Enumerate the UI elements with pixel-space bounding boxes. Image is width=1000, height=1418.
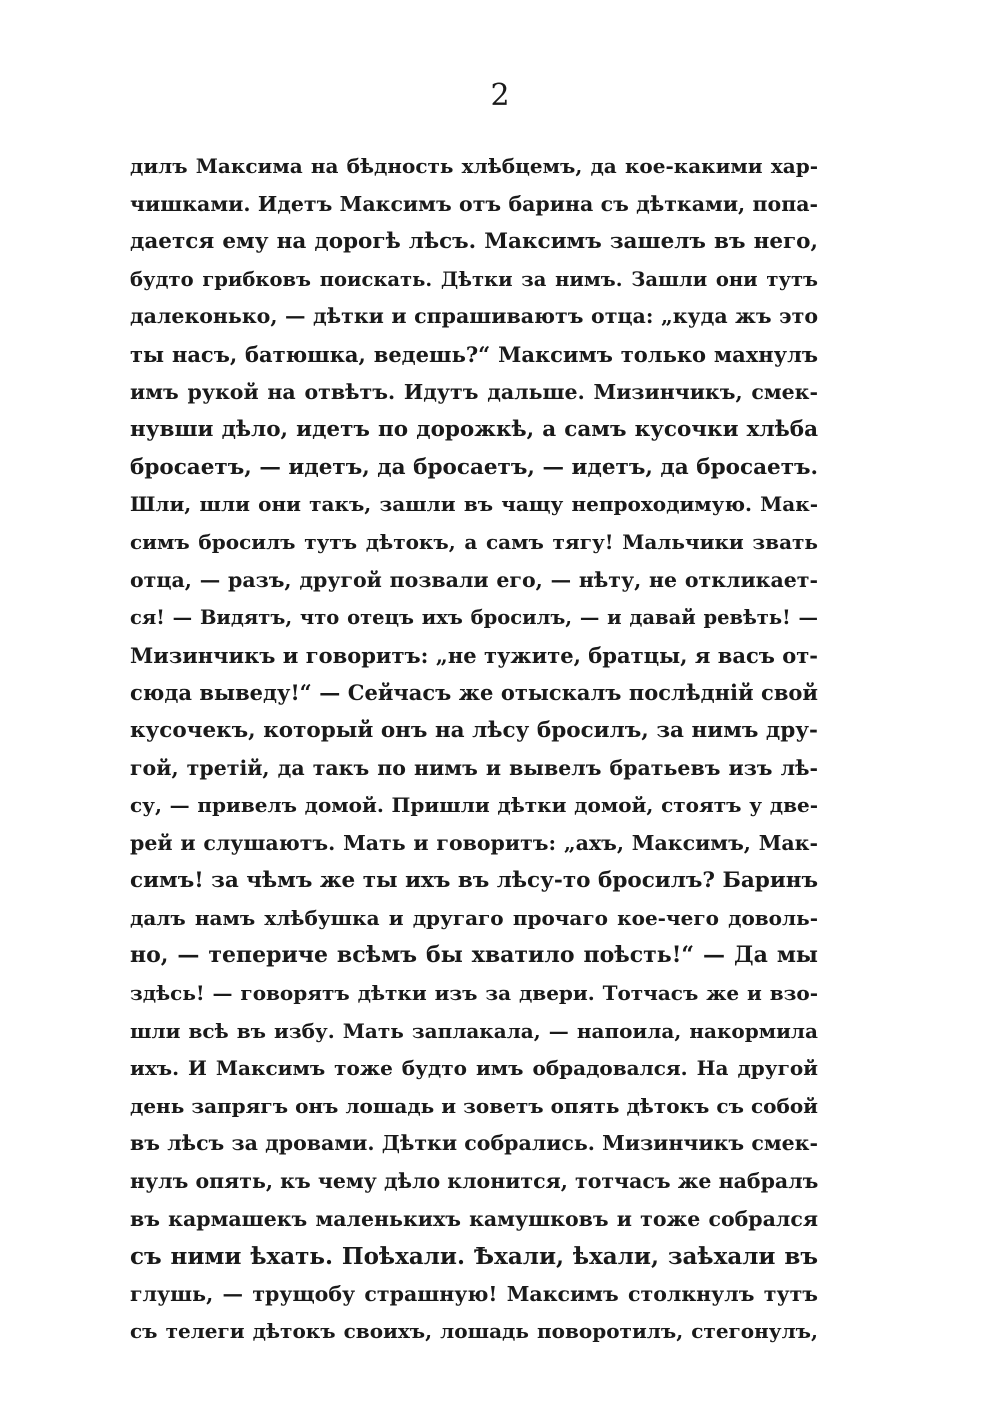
text-line: здѣсь! — говорятъ дѣтки изъ за двери. Тотчасъ же и взо- xyxy=(130,981,818,1006)
text-line: рей и слушаютъ. Мать и говоритъ: „ахъ, Максимъ, Мак- xyxy=(130,830,818,855)
text-line: бросаетъ, — идетъ, да бросаетъ, — идетъ, да бросаетъ. xyxy=(130,454,818,480)
text-line: но, — теперичe всѣмъ бы хватило поѣсть!“ — Да мы xyxy=(130,942,818,969)
text-line: отца, — разъ, другой позвали его, — нѣту, не откликает- xyxy=(130,567,818,592)
text-line: ся! — Видятъ, что отецъ ихъ бросилъ, — и давай ревѣть! — xyxy=(130,606,818,630)
text-line: нулъ опять, къ чему дѣло клонится, тотчасъ же набралъ xyxy=(130,1169,818,1194)
text-line: въ кармашекъ маленькихъ камушковъ и тоже собрался xyxy=(130,1206,818,1231)
text-line: глушь, — трущобу страшную! Максимъ столкнулъ тутъ xyxy=(130,1281,818,1306)
text-line: кусочекъ, который онъ на лѣсу бросилъ, за нимъ дру- xyxy=(130,717,818,743)
text-line: дается ему на дорогѣ лѣсъ. Максимъ зашелъ въ него, xyxy=(130,229,818,255)
text-line: симъ! за чѣмъ же ты ихъ въ лѣсу-то бросилъ? Баринъ xyxy=(130,868,818,894)
text-line: будто грибковъ поискать. Дѣтки за нимъ. Зашли они тутъ xyxy=(130,267,818,291)
text-line: симъ бросилъ тутъ дѣтокъ, а самъ тягу! Мальчики звать xyxy=(130,529,818,554)
text-line: шли всѣ въ избу. Мать заплакала, — напоила, накормила xyxy=(130,1018,818,1043)
text-line: ты насъ, батюшка, ведешь?“ Максимъ только махнулъ xyxy=(130,341,818,367)
text-line: дилъ Максима на бѣдность хлѣбцемъ, да кое-какими хар- xyxy=(130,154,818,178)
body-text xyxy=(130,148,818,1351)
text-line: нувши дѣло, идетъ по дорожкѣ, а самъ кусочки хлѣба xyxy=(130,417,818,443)
text-line: въ лѣсъ за дровами. Дѣтки собрались. Мизинчикъ смек- xyxy=(130,1131,818,1156)
text-line: день запрягъ онъ лошадь и зоветъ опять дѣтокъ съ собой xyxy=(130,1093,818,1118)
text-line: далъ намъ хлѣбушка и другаго прочаго кое-чего доволь- xyxy=(130,905,818,930)
text-line: Шли, шли они такъ, зашли въ чащу непроходимую. Мак- xyxy=(130,492,818,517)
text-line: имъ рукой на отвѣтъ. Идутъ дальше. Мизинчикъ, смек- xyxy=(130,379,818,404)
text-line: съ ними ѣхать. Поѣхали. Ѣхали, ѣхали, заѣхали въ xyxy=(130,1243,818,1271)
page-number: 2 xyxy=(490,78,510,113)
text-line: сюда выведу!“ — Сейчасъ же отыскалъ послѣдній свой xyxy=(130,680,818,706)
text-line: су, — привелъ домой. Пришли дѣтки домой, стоятъ у две- xyxy=(130,793,818,818)
text-line: Мизинчикъ и говоритъ: „не тужите, братцы, я васъ от- xyxy=(130,642,818,668)
text-line: далеконько, — дѣтки и спрашиваютъ отца: „куда жъ это xyxy=(130,304,818,329)
text-line: чишками. Идетъ Максимъ отъ барина съ дѣтками, попа- xyxy=(130,191,818,216)
text-line: гой, третій, да такъ по нимъ и вывелъ братьевъ изъ лѣ- xyxy=(130,755,818,780)
text-line: съ телеги дѣтокъ своихъ, лошадь поворотилъ, стегонулъ, xyxy=(130,1319,818,1344)
text-line: ихъ. И Максимъ тоже будто имъ обрадовался. На другой xyxy=(130,1056,818,1081)
